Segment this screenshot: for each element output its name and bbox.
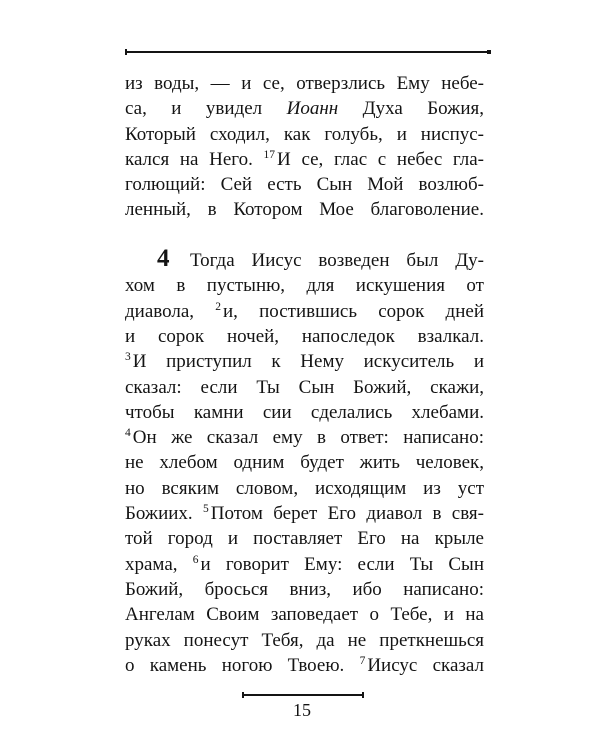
text-line: не хлебом одним будет жить человек, xyxy=(125,452,484,474)
text-line: и сорок ночей, напоследок взалкал. xyxy=(125,325,484,347)
verse-number: 6 xyxy=(192,553,199,566)
text-line: руках понесут Тебя, да не преткнешься xyxy=(125,629,484,651)
top-rule-left-tick xyxy=(125,49,127,55)
text-line: Который сходил, как голубь, и ниспус- xyxy=(125,123,484,145)
text-line: Божиих. $^5$ Потом берет Его диавол в свя- xyxy=(125,502,484,525)
top-rule-right-square xyxy=(487,50,491,54)
continuation-paragraph xyxy=(125,71,484,223)
text-line: са, и увидел Иоанн Духа Божия, xyxy=(125,98,484,120)
text-line: кался на Него. $^{17}$ И се, глас с небес гла- xyxy=(125,148,485,170)
text-line: той город и поставляет Его на крыле xyxy=(125,528,484,550)
text-line: 4 Тогда Иисус возведен был Ду- xyxy=(157,245,484,273)
text-line: хом в пустыню, для искушения от xyxy=(125,275,484,297)
text-line: $^3$ И приступил к Нему искуситель и xyxy=(125,351,484,373)
verse-number: 17 xyxy=(263,148,276,161)
page-text xyxy=(125,71,484,678)
verse-number: 2 xyxy=(215,300,221,313)
verse-number: 5 xyxy=(202,502,209,515)
text-line: Ангелам Своим заповедает о Тебе, и на xyxy=(125,604,484,626)
text-line: из воды, — и се, отверзлись Ему небе- xyxy=(125,73,484,94)
text-line: диавола, $^2$ и, постившись сорок дней xyxy=(125,300,484,322)
text-line: но всяким словом, исходящим из уст xyxy=(125,477,484,499)
page-number: 15 xyxy=(293,700,311,720)
text-line: о камень ногою Твоею. $^7$ Иисус сказал xyxy=(125,654,484,676)
footer-rule-left-tick xyxy=(242,692,244,698)
text-line: сказал: если Ты Сын Божий, скажи, xyxy=(125,376,484,398)
verse-number: 4 xyxy=(125,427,131,440)
italic-name: Иоанн xyxy=(286,98,339,120)
verse-number: 3 xyxy=(125,351,131,364)
text-line: чтобы камни сии сделались хлебами. xyxy=(125,401,484,423)
text-line: храма, $^6$ и говорит Ему: если Ты Сын xyxy=(125,553,484,575)
text-line: $^4$ Он же сказал ему в ответ: написано: xyxy=(125,427,484,449)
chapter-paragraph xyxy=(125,245,484,678)
footer-rule xyxy=(242,694,363,696)
top-rule xyxy=(126,51,490,53)
paragraph-gap xyxy=(125,223,484,248)
text-line: ленный, в Котором Мое благоволение. xyxy=(125,199,484,221)
verse-number: 7 xyxy=(359,654,366,667)
text-line: Божий, бросься вниз, ибо написано: xyxy=(125,578,484,600)
footer-rule-right-tick xyxy=(362,692,364,698)
text-line: голющий: Сей есть Сын Мой возлюб- xyxy=(125,174,484,196)
